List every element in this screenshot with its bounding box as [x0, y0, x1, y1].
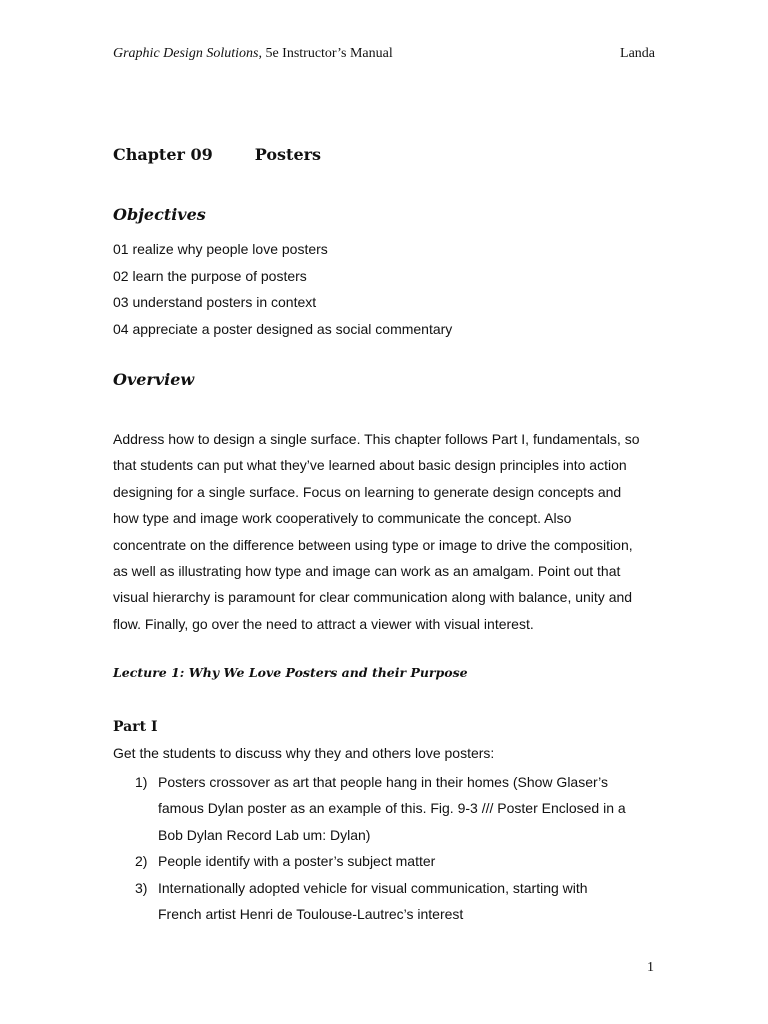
objectives-list [113, 236, 452, 342]
overview-line: that students can put what they’ve learned about basic design principles into action [113, 457, 627, 474]
overview-line: how type and image work cooperatively to communicate the concept. Also [113, 510, 572, 527]
part-heading: Part I [113, 719, 158, 735]
overview-line: designing for a single surface. Focus on learning to generate design concepts and [113, 483, 622, 500]
objectives-heading: Objectives [113, 205, 206, 224]
chapter-number: Chapter 09 [113, 145, 213, 164]
list-item [113, 848, 658, 874]
overview-paragraph [113, 426, 658, 637]
overview-line: concentrate on the difference between using type or image to drive the composition, [113, 536, 633, 553]
list-number: 2) [135, 853, 148, 870]
overview-line: as well as illustrating how type and image can work as an amalgam. Point out that [113, 563, 621, 580]
list-item-line: Bob Dylan Record Lab um: Dylan) [158, 826, 371, 843]
list-number: 3) [135, 879, 148, 896]
list-item-line: French artist Henri de Toulouse-Lautrec’s interest [158, 906, 464, 923]
lecture-title: Lecture 1: Why We Love Posters and their Purpose [113, 665, 468, 680]
lecture-intro: Get the students to discuss why they and others love posters: [113, 745, 495, 761]
list-item-line: Posters crossover as art that people hang in their homes (Show Glaser’s [158, 774, 609, 790]
numbered-list [113, 769, 658, 927]
objective-item: 03 understand posters in context [113, 294, 317, 310]
list-number: 1) [135, 774, 148, 790]
overview-line: visual hierarchy is paramount for clear communication along with balance, unity and [113, 589, 633, 606]
book-title: Graphic Design Solutions [113, 46, 259, 61]
chapter-title: Posters [254, 145, 322, 164]
overview-heading: Overview [113, 370, 195, 389]
list-item-line: Internationally adopted vehicle for visual communication, starting with [158, 879, 588, 896]
list-item [113, 875, 658, 928]
list-item-line: famous Dylan poster as an example of this. Fig. 9-3 /// Poster Enclosed in a [158, 800, 626, 817]
overview-line: Address how to design a single surface. This chapter follows Part I, fundamentals, so [113, 431, 640, 447]
running-header-title [113, 46, 393, 62]
list-item [113, 769, 658, 848]
page-number: 1 [647, 960, 654, 975]
objective-item: 01 realize why people love posters [113, 241, 328, 257]
list-item-line: People identify with a poster’s subject matter [158, 853, 436, 870]
edition-label: , 5e Instructor’s Manual [258, 46, 393, 61]
overview-line: flow. Finally, go over the need to attract a viewer with visual interest. [113, 615, 534, 632]
running-header-author: Landa [620, 46, 655, 61]
objective-item: 04 appreciate a poster designed as social commentary [113, 320, 453, 337]
objective-item: 02 learn the purpose of posters [113, 267, 307, 284]
chapter-heading [113, 145, 321, 164]
